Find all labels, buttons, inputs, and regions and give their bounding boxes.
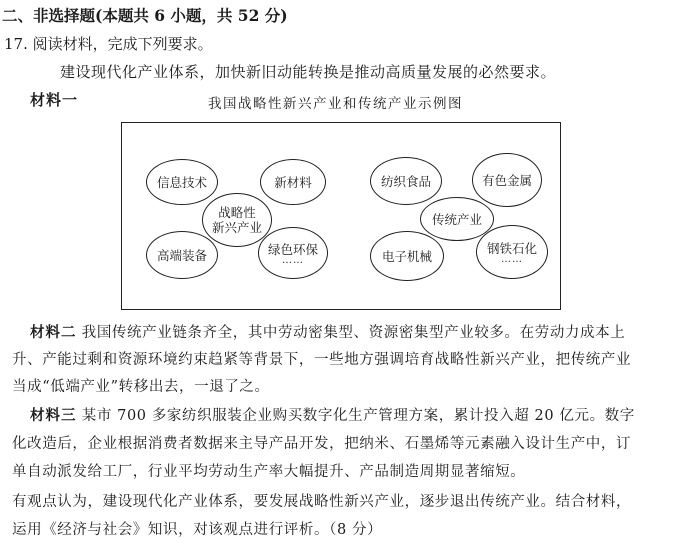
material2-line-2: 升、产能过剩和资源环境约束趋紧等背景下，一些地方强调培育战略性新兴产业，把传统产业 <box>12 352 632 368</box>
bubble-high-end-equipment: 高端装备 <box>146 231 218 279</box>
bubble-info-tech: 信息技术 <box>146 159 218 205</box>
material3-line-1: 材料三 某市 700 多家纺织服装企业购买数字化生产管理方案，累计投入超 20 亿元。数字 <box>30 407 635 424</box>
industry-diagram <box>121 122 561 310</box>
bubble-textile-food: 纺织食品 <box>370 157 442 205</box>
task-line-2: 运用《经济与社会》知识，对该观点进行评析。（8 分） <box>12 522 383 538</box>
material3-line-2: 化改造后，企业根据消费者数据来主导产品开发，把纳米、石墨烯等元素融入设计生产中，订 <box>12 436 632 452</box>
bubble-strategic-emerging: 战略性 新兴产业 <box>202 193 272 247</box>
section-header: 二、非选择题(本题共 6 小题，共 52 分) <box>2 6 288 25</box>
question-number-title: 17. 阅读材料，完成下列要求。 <box>4 35 213 53</box>
material1-label: 材料一 <box>30 91 79 109</box>
material3-line-3: 单自动派发给工厂，行业平均劳动生产率大幅提升、产品制造周期显著缩短。 <box>12 464 526 480</box>
bubble-steel-petrochem: 钢铁石化 …… <box>476 225 548 279</box>
task-line-1: 有观点认为，建设现代化产业体系，要发展战略性新兴产业，逐步退出传统产业。结合材料， <box>12 494 632 510</box>
material2-label: 材料二 <box>30 324 77 341</box>
material2-line-3: 当成“低端产业”转移出去，一退了之。 <box>12 379 270 395</box>
bubble-nonferrous-metals: 有色金属 <box>472 153 542 207</box>
bubble-electronic-machinery: 电子机械 <box>370 231 444 281</box>
question-intro: 建设现代化产业体系，加快新旧动能转换是推动高质量发展的必然要求。 <box>60 63 557 81</box>
diagram-title: 我国战略性新兴产业和传统产业示例图 <box>208 96 463 112</box>
bubble-new-materials: 新材料 <box>260 159 326 205</box>
bubble-traditional-industry: 传统产业 <box>420 197 494 241</box>
material2-line-1: 材料二 我国传统产业链条齐全，其中劳动密集型、资源密集型产业较多。在劳动力成本上 <box>30 324 626 341</box>
material3-label: 材料三 <box>30 407 77 424</box>
bubble-green-environment: 绿色环保 …… <box>258 227 328 279</box>
